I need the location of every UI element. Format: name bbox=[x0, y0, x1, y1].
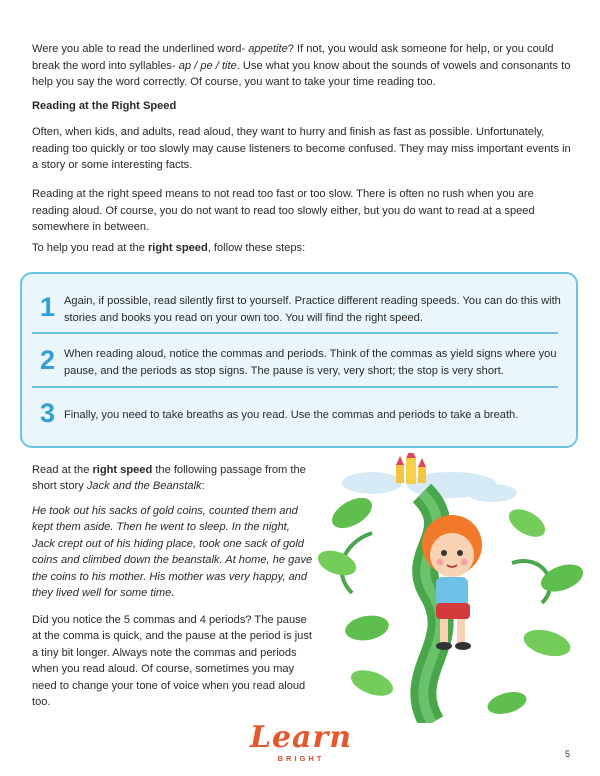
step-text: Again, if possible, read silently first to yourself. Practice different reading speeds. You can do this with stories and books you read on your own too. You will find the right speed. bbox=[64, 295, 561, 324]
underlined-word: appetite bbox=[248, 43, 288, 55]
passage-lead-text: the following passage from the short story bbox=[32, 464, 306, 493]
section-paragraph-2: Reading at the right speed means to not read too fast or too slow. There is often no rush when you are reading aloud. Of course, you do not want to read too slowly either, but you do want to read at a speed somewhere in between. bbox=[32, 188, 535, 233]
logo-sub: BRIGHT bbox=[277, 754, 325, 763]
step-number: 1 bbox=[40, 292, 56, 322]
steps-box bbox=[20, 272, 578, 448]
story-title: Jack and the Beanstalk bbox=[86, 480, 202, 493]
learn-bright-logo bbox=[246, 722, 356, 772]
syllables: ap / pe / tite bbox=[178, 59, 237, 72]
steps-lead-text: To help you read at the bbox=[32, 242, 148, 254]
page-number: 5 bbox=[565, 749, 571, 759]
step-text: Finally, you need to take breaths as you read. Use the commas and periods to take a breath. bbox=[64, 409, 519, 421]
beanstalk-illustration bbox=[312, 453, 592, 723]
section-heading: Reading at the Right Speed bbox=[32, 100, 177, 112]
intro-text: ? If not, you would ask someone for help, or you could break the word into syllables- bbox=[32, 43, 554, 72]
passage-lead-text: : bbox=[201, 480, 205, 493]
section-paragraph-1: Often, when kids, and adults, read aloud, they want to hurry and finish as fast as possible. Unfortunately, reading too quickly or too slowly may cause listeners to become confused. They may miss important events in a story or some interesting facts. bbox=[32, 126, 571, 171]
step-2 bbox=[32, 339, 562, 391]
step-number: 2 bbox=[40, 345, 56, 375]
steps-lead-text: , follow these steps: bbox=[207, 242, 306, 254]
passage-lead bbox=[32, 462, 314, 495]
passage-quote: He took out his sacks of gold coins, counted them and kept them aside. Then he went to sleep. In the night, Jack crept out of his hiding place, took one sack of gold coins and climbed down the beanstalk. At home, he gave the coins to his mother. His mother was very happy, and they lived well for some time. bbox=[32, 505, 313, 600]
step-text: When reading aloud, notice the commas and periods. Think of the commas as yield signs where you pause, and the periods as stop signs. The pause is very, very short; the stop is very short. bbox=[64, 348, 557, 377]
step-divider bbox=[32, 386, 558, 388]
jack-beanstalk-image bbox=[312, 453, 592, 723]
intro-text: Were you able to read the underlined word- bbox=[32, 43, 249, 55]
step-number: 3 bbox=[40, 398, 56, 428]
step-1 bbox=[32, 286, 562, 338]
step-divider bbox=[32, 332, 558, 334]
intro-text: . Use what you know about the sounds of vowels and consonants to help you say the word correctly. Of course, you want to take your time reading too. bbox=[32, 59, 571, 88]
passage-lead-text: Read at the bbox=[32, 464, 93, 476]
passage-lead-bold: right speed bbox=[92, 464, 153, 476]
intro-paragraph bbox=[32, 41, 572, 91]
passage-followup: Did you notice the 5 commas and 4 periods? The pause at the comma is quick, and the pause at the period is just a tiny bit longer. Always note the commas and periods when you read aloud. Of course, sometimes you may need to change your tone of voice when you read aloud too. bbox=[32, 614, 312, 709]
step-3 bbox=[32, 392, 562, 444]
steps-lead-bold: right speed bbox=[147, 242, 208, 254]
steps-lead bbox=[32, 240, 572, 257]
logo-word: Learn bbox=[249, 720, 353, 755]
